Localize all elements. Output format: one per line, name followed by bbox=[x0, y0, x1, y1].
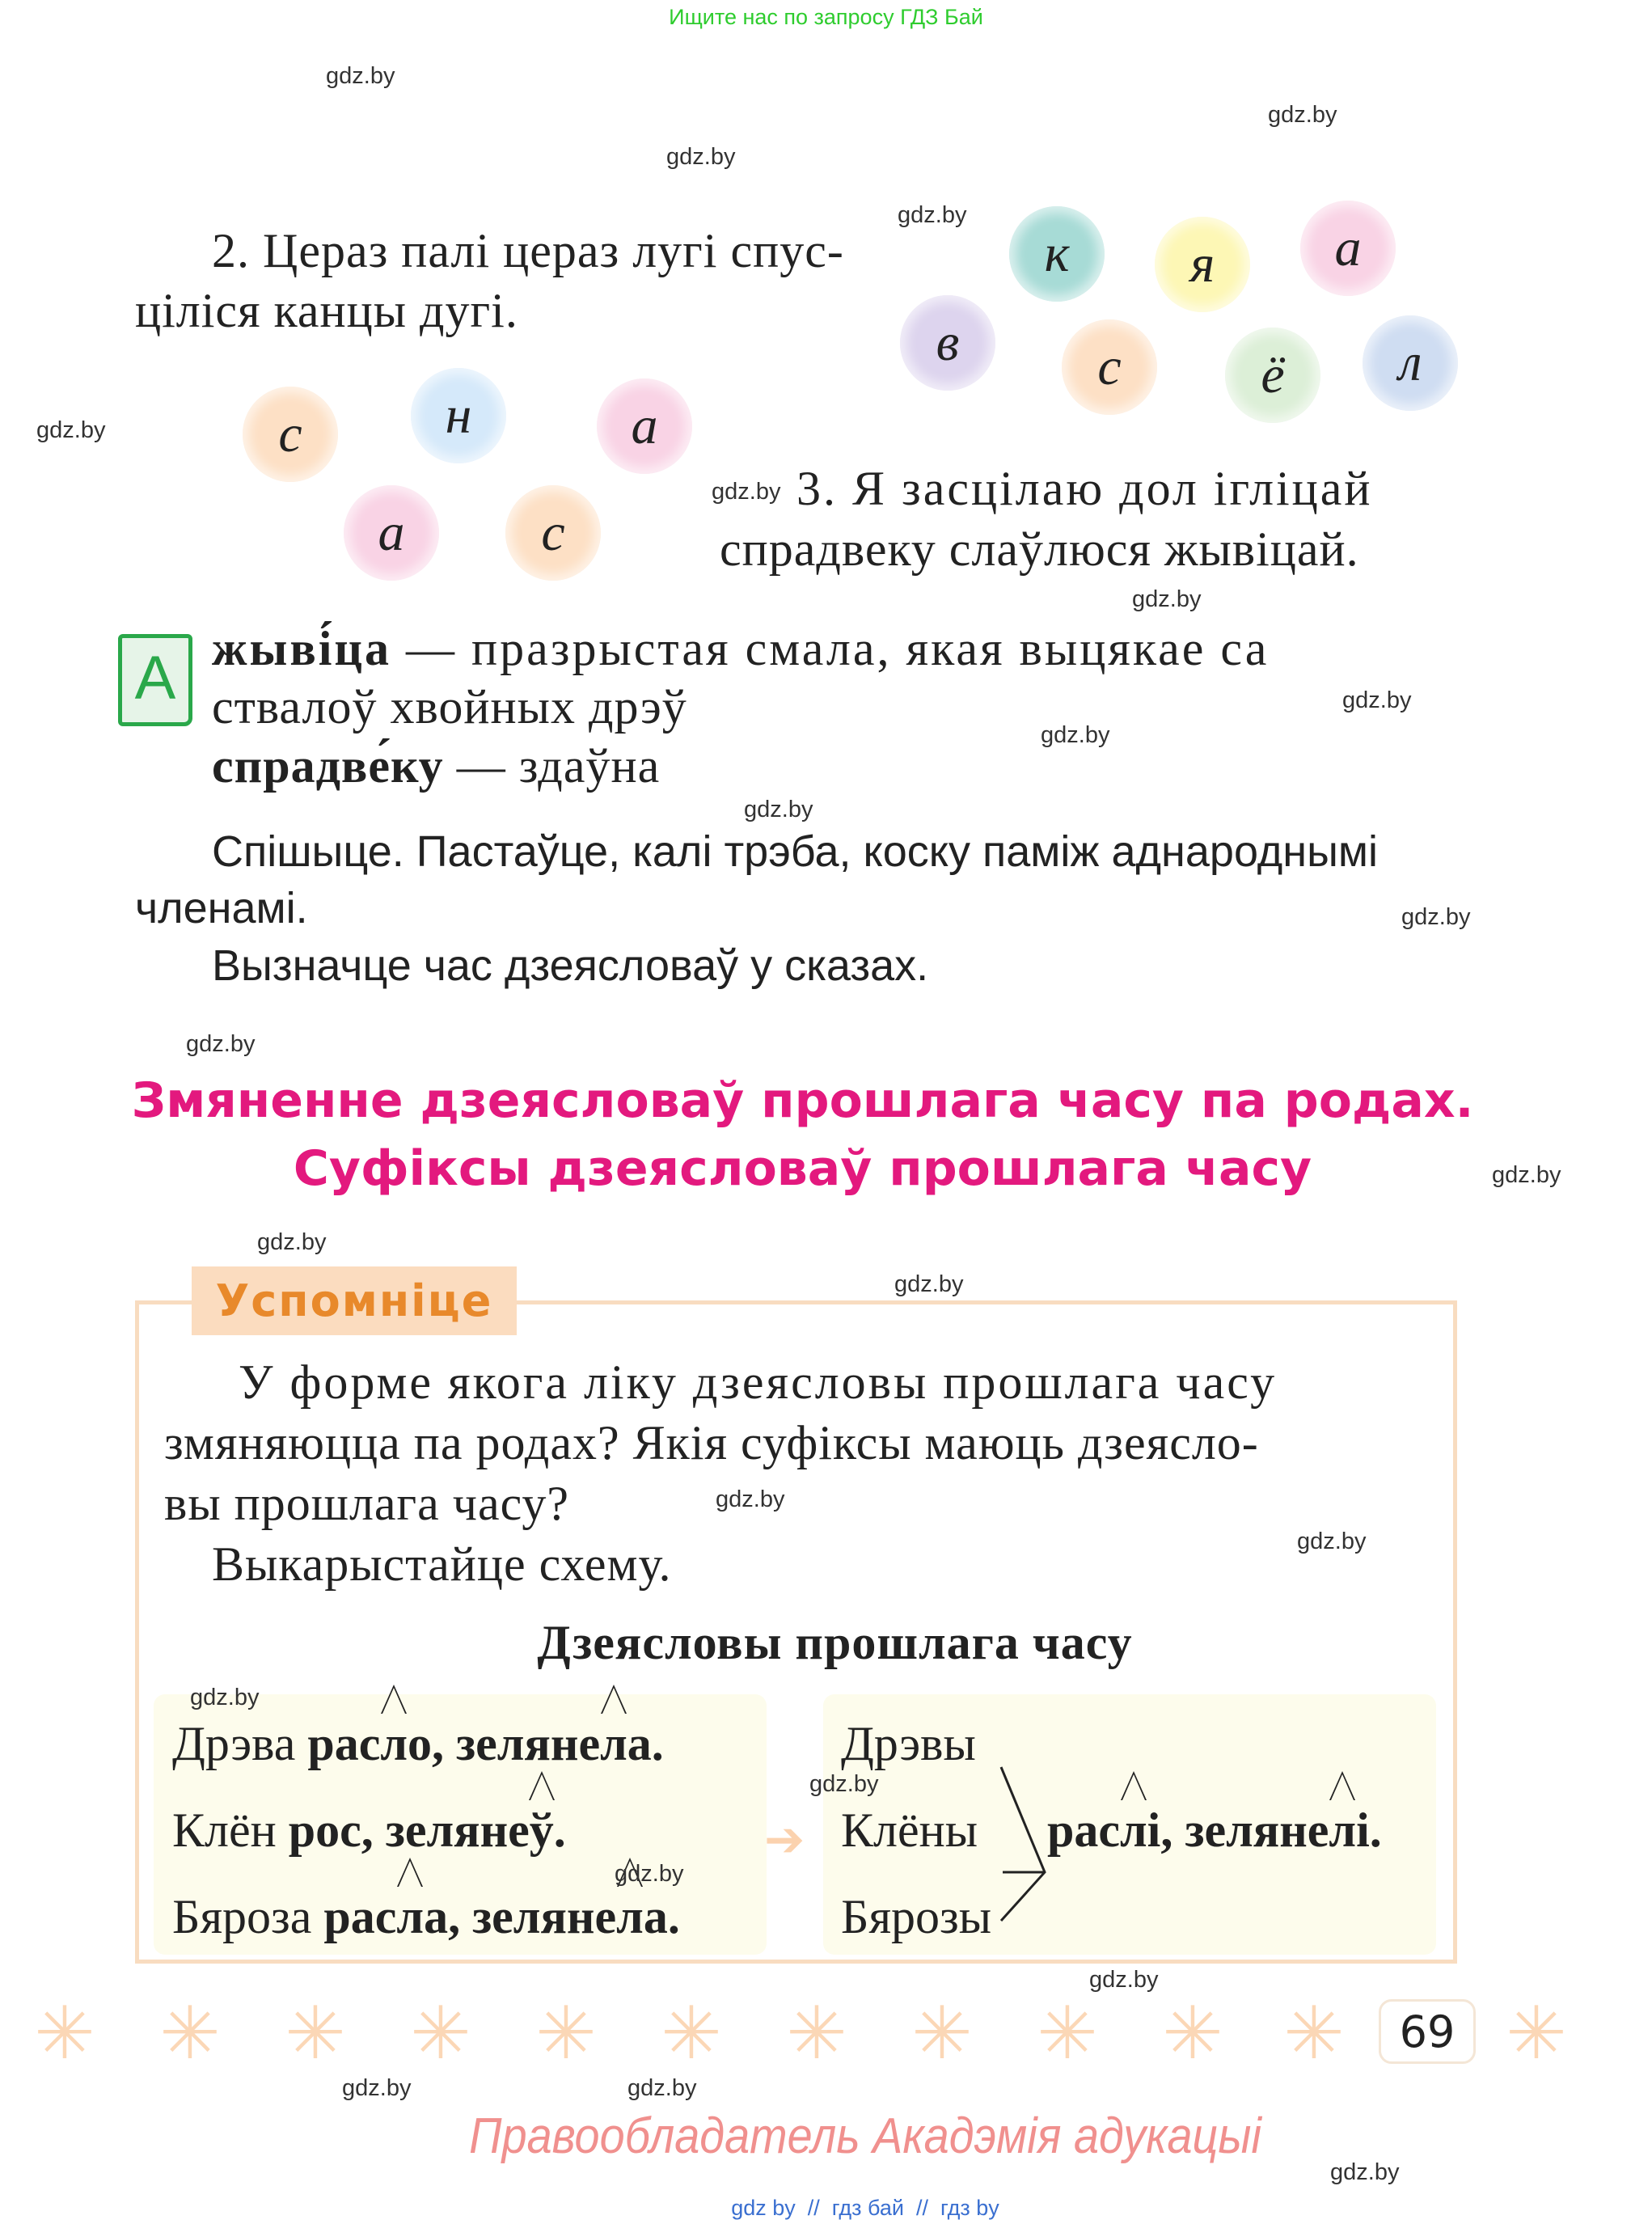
scheme-title: Дзеясловы прошлага часу bbox=[537, 1616, 1133, 1669]
letter-dot: ё bbox=[1225, 328, 1320, 423]
scheme-right-subject: Клёны bbox=[841, 1803, 978, 1857]
definition-1 bbox=[212, 621, 1269, 677]
letter-dot: к bbox=[1009, 206, 1105, 302]
watermark: gdz.by bbox=[257, 1229, 327, 1255]
letter-dot: с bbox=[243, 387, 338, 482]
dictionary-icon-letter: A bbox=[134, 644, 176, 712]
watermark: gdz.by bbox=[186, 1031, 256, 1057]
definition-term: жыві́ца bbox=[212, 622, 391, 675]
verb: рос, зелянеў. bbox=[288, 1803, 566, 1857]
task3-line2: спрадвеку слаўлюся жывіцай. bbox=[720, 522, 1359, 576]
watermark: gdz.by bbox=[712, 479, 781, 505]
task2-line2: ціліся канцы дугі. bbox=[135, 284, 518, 337]
watermark: gdz.by bbox=[809, 1771, 879, 1797]
instruction-line2: членамі. bbox=[135, 884, 308, 932]
remember-label: Успомніце bbox=[192, 1266, 517, 1335]
arrow-right-icon: ➔ bbox=[764, 1812, 805, 1868]
watermark: gdz.by bbox=[1041, 722, 1110, 748]
watermark: gdz.by bbox=[326, 63, 395, 89]
instruction-line3: Вызначце час дзеясловаў у сказах. bbox=[212, 941, 929, 990]
watermark: gdz.by bbox=[716, 1486, 785, 1512]
watermark: gdz.by bbox=[1297, 1528, 1367, 1554]
scheme-right-subject: Бярозы bbox=[841, 1890, 992, 1943]
task3-line1: 3. Я засцілаю дол ігліцай bbox=[796, 462, 1373, 515]
letter-dot: а bbox=[597, 378, 692, 474]
watermark: gdz.by bbox=[1330, 2159, 1400, 2185]
watermark: gdz.by bbox=[894, 1271, 964, 1297]
question-line4: Выкарыстайце схему. bbox=[212, 1537, 672, 1591]
instruction-line1: Спішыце. Пастаўце, калі трэба, коску паміж аднароднымі bbox=[212, 827, 1379, 876]
watermark: gdz.by bbox=[1132, 586, 1202, 612]
bracket-lines bbox=[995, 1763, 1051, 1925]
watermark: gdz.by bbox=[342, 2075, 412, 2101]
watermark: gdz.by bbox=[1401, 904, 1471, 930]
footer-links[interactable]: gdz by // гдз бай // гдз by bbox=[731, 2196, 999, 2220]
dictionary-icon bbox=[118, 634, 192, 726]
letter-dot: л bbox=[1363, 315, 1458, 411]
watermark: gdz.by bbox=[666, 144, 736, 170]
top-banner[interactable]: Ищите нас по запросу ГДЗ Бай bbox=[669, 5, 983, 29]
question-line2: змяняюцца па родах? Якія суфіксы маюць дзеясло- bbox=[164, 1416, 1259, 1469]
scheme-left-row bbox=[172, 1716, 664, 1772]
watermark: gdz.by bbox=[615, 1861, 684, 1887]
watermark: gdz.by bbox=[627, 2075, 697, 2101]
letter-dot: с bbox=[1062, 319, 1157, 415]
verb: расло, зелянела. bbox=[307, 1717, 664, 1770]
subject: Дрэва bbox=[172, 1717, 308, 1770]
definition-text: — здаўна bbox=[443, 739, 661, 793]
scheme-right-subject: Дрэвы bbox=[841, 1717, 976, 1770]
watermark: gdz.by bbox=[1268, 102, 1337, 128]
letter-dot: а bbox=[1300, 201, 1396, 296]
watermark: gdz.by bbox=[1089, 1967, 1159, 1993]
section-heading-line2: Суфіксы дзеясловаў прошлага часу bbox=[293, 1140, 1312, 1197]
letter-dot: я bbox=[1155, 217, 1250, 312]
watermark: gdz.by bbox=[1342, 687, 1412, 713]
scheme-left-row bbox=[172, 1889, 680, 1945]
definition-2 bbox=[212, 738, 660, 794]
watermark: gdz.by bbox=[1492, 1162, 1561, 1188]
scheme-right-verbs: раслі, зелянелі. bbox=[1047, 1803, 1382, 1857]
subject: Клён bbox=[172, 1803, 289, 1857]
watermark: gdz.by bbox=[36, 417, 106, 443]
task2-line1: 2. Цераз палі цераз лугі спус- bbox=[212, 224, 844, 277]
watermark: gdz.by bbox=[744, 797, 813, 822]
definition-term: спрадве́ку bbox=[212, 739, 444, 793]
definition-1-cont: ствалоў хвойных дрэў bbox=[212, 680, 687, 734]
subject: Бяроза bbox=[172, 1890, 324, 1943]
definition-text: — празрыстая смала, якая выцякае са bbox=[391, 622, 1270, 675]
verb: расла, зелянела. bbox=[323, 1890, 680, 1943]
section-heading-line1: Змяненне дзеясловаў прошлага часу па родах. bbox=[131, 1072, 1474, 1129]
letter-dot: в bbox=[900, 295, 995, 391]
copyright: Правообладатель Акадэмія адукацыі bbox=[469, 2108, 1261, 2164]
question-line1: У форме якога ліку дзеясловы прошлага часу bbox=[239, 1355, 1278, 1409]
scheme-left-row bbox=[172, 1803, 566, 1858]
question-line3: вы прошлага часу? bbox=[164, 1477, 570, 1530]
letter-dot: н bbox=[411, 368, 506, 463]
watermark: gdz.by bbox=[190, 1685, 260, 1710]
page-number: 69 bbox=[1379, 1999, 1476, 2064]
letter-dot: с bbox=[505, 485, 601, 581]
watermark: gdz.by bbox=[898, 202, 967, 228]
letter-dot: а bbox=[344, 485, 439, 581]
